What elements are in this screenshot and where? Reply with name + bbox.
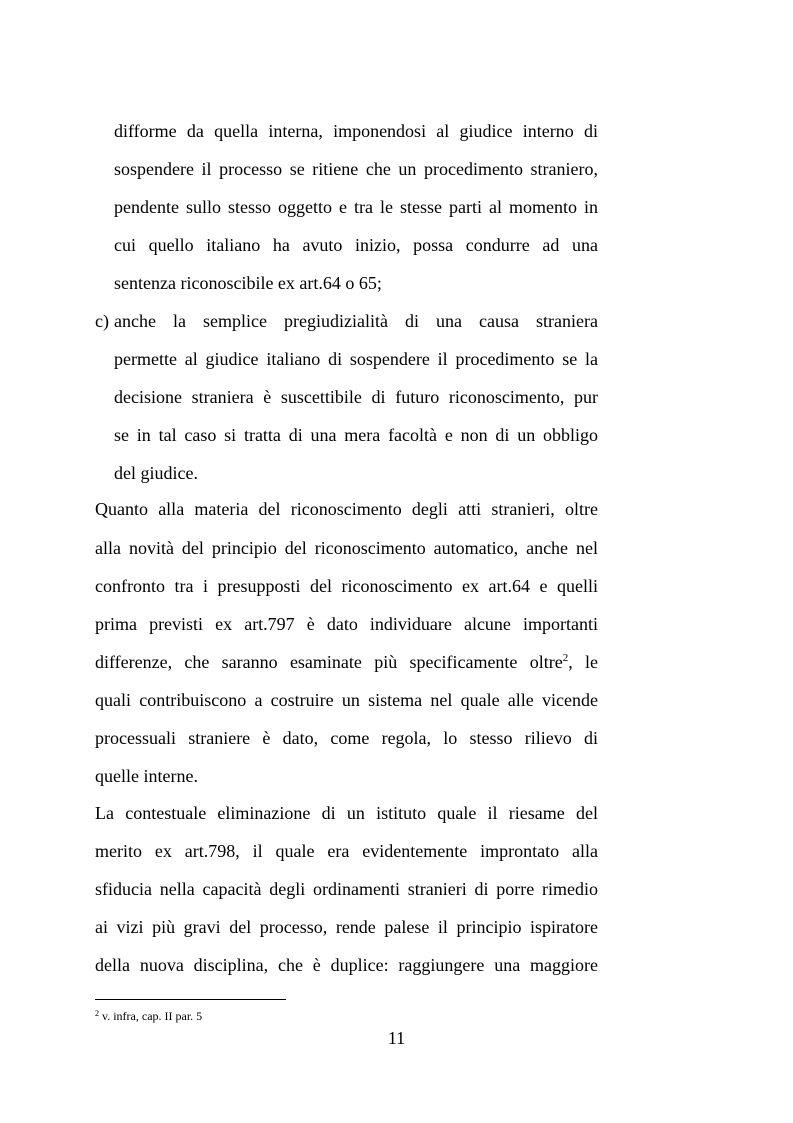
footnote-reference[interactable]: 2 <box>562 652 569 664</box>
text-line: quelle interne. <box>95 766 198 786</box>
text-line: ai vizi più gravi del processo, rende palese il principio ispiratore <box>95 917 598 937</box>
footnote <box>95 1009 202 1023</box>
footnote-separator <box>95 999 286 1000</box>
text-line: merito ex art.798, il quale era evidentemente improntato alla <box>95 841 598 861</box>
text-line: della nuova disciplina, che è duplice: raggiungere una maggiore <box>95 955 598 975</box>
text-line: anche la semplice pregiudizialità di una causa straniera <box>114 311 598 331</box>
footnote-text: v. infra, cap. II par. 5 <box>99 1009 203 1023</box>
text-line: permette al giudice italiano di sospendere il procedimento se la <box>114 349 598 369</box>
text-line: alla novità del principio del riconoscimento automatico, anche nel <box>95 538 598 558</box>
text-line: decisione straniera è suscettibile di futuro riconoscimento, pur <box>114 387 598 407</box>
text-line: del giudice. <box>114 463 198 483</box>
footnote-number: 2 <box>95 1009 99 1018</box>
text-run: differenze, che saranno esaminate più specificamente oltre <box>95 652 563 672</box>
text-line: confronto tra i presupposti del riconoscimento ex art.64 e quelli <box>95 576 598 596</box>
text-line: sfiducia nella capacità degli ordinamenti stranieri di porre rimedio <box>95 879 598 899</box>
text-line: sospendere il processo se ritiene che un procedimento straniero, <box>114 159 598 179</box>
text-line: pendente sullo stesso oggetto e tra le stesse parti al momento in <box>114 197 598 217</box>
text-run: , le <box>568 652 598 672</box>
text-line: processuali straniere è dato, come regola, lo stesso rilievo di <box>95 728 598 748</box>
text-line: se in tal caso si tratta di una mera facoltà e non di un obbligo <box>114 425 598 445</box>
text-line <box>95 651 598 673</box>
text-line: La contestuale eliminazione di un istituto quale il riesame del <box>95 803 598 823</box>
text-line: cui quello italiano ha avuto inizio, possa condurre ad una <box>114 235 598 255</box>
text-line: difforme da quella interna, imponendosi al giudice interno di <box>114 121 598 141</box>
text-line: sentenza riconoscibile ex art.64 o 65; <box>114 273 382 293</box>
page-number: 11 <box>387 1028 406 1048</box>
list-marker: c) <box>95 311 109 331</box>
text-line: Quanto alla materia del riconoscimento degli atti stranieri, oltre <box>95 499 598 519</box>
text-line: quali contribuiscono a costruire un sistema nel quale alle vicende <box>95 690 598 710</box>
text-line: prima previsti ex art.797 è dato individuare alcune importanti <box>95 614 598 634</box>
